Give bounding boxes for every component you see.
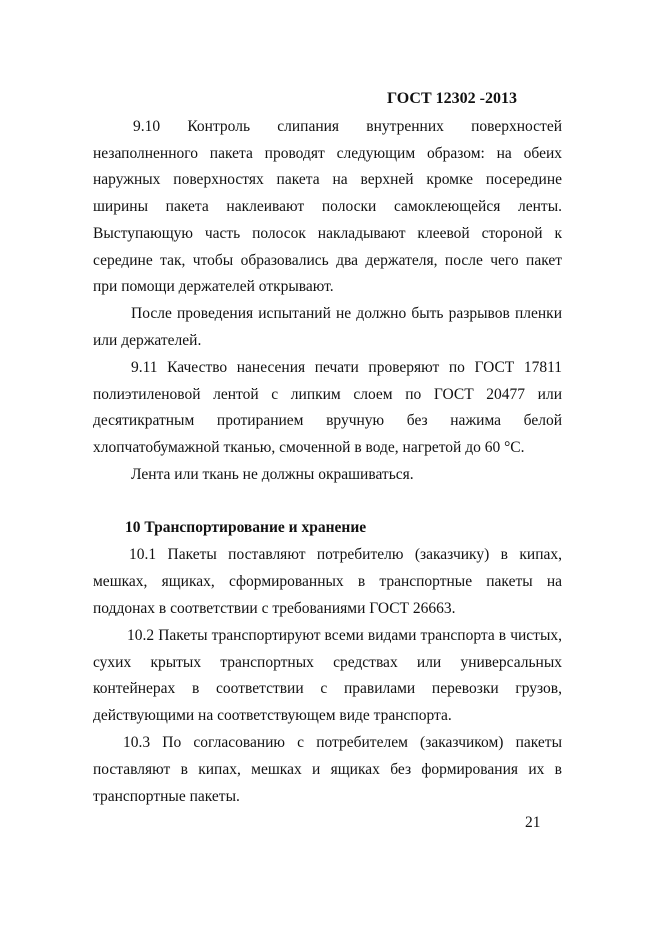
text-line: 9.10 Контроль слипания внутренних поверхностей xyxy=(133,118,562,135)
text-line: незаполненного пакета проводят следующим образом: на обеих xyxy=(93,145,562,162)
text-line: сухих крытых транспортных средствах или универсальных xyxy=(93,654,562,671)
text-line: действующими на соответствующем виде транспорта. xyxy=(93,707,452,724)
text-line: хлопчатобумажной тканью, смоченной в воде, нагретой до 60 °С. xyxy=(93,439,525,456)
text-line: 10.1 Пакеты поставляют потребителю (заказчику) в кипах, xyxy=(129,546,562,563)
text-line: середине так, чтобы образовались два держателя, после чего пакет xyxy=(93,252,562,269)
text-line: при помощи держателей открывают. xyxy=(93,278,334,295)
text-line: транспортные пакеты. xyxy=(93,788,240,805)
text-line: наружных поверхностях пакета на верхней кромке посередине xyxy=(93,171,562,188)
text-line: десятикратным протиранием вручную без нажима белой xyxy=(93,412,562,429)
text-line: Лента или ткань не должны окрашиваться. xyxy=(131,466,414,483)
text-line: После проведения испытаний не должно быть разрывов пленки xyxy=(131,305,562,322)
text-line: контейнерах в соответствии с правилами перевозки грузов, xyxy=(93,680,562,697)
text-line: 9.11 Качество нанесения печати проверяют по ГОСТ 17811 xyxy=(131,359,562,376)
text-line: 10.2 Пакеты транспортируют всеми видами транспорта в чистых, xyxy=(127,627,562,644)
document-header: ГОСТ 12302 -2013 xyxy=(387,90,517,107)
text-line: поставляют в кипах, мешках и ящиках без формирования их в xyxy=(93,761,562,778)
text-line: Выступающую часть полосок накладывают клеевой стороной к xyxy=(93,225,562,242)
section-heading: 10 Транспортирование и хранение xyxy=(125,519,367,536)
text-line: или держателей. xyxy=(93,332,202,349)
text-line: мешках, ящиках, сформированных в транспортные пакеты на xyxy=(93,573,562,590)
page-number: 21 xyxy=(525,814,541,831)
text-line: 10.3 По согласованию с потребителем (заказчиком) пакеты xyxy=(123,734,562,751)
text-line: ширины пакета наклеивают полоски самоклеющейся ленты. xyxy=(93,198,562,215)
text-line: поддонах в соответствии с требованиями ГОСТ 26663. xyxy=(93,600,456,617)
text-line: полиэтиленовой лентой с липким слоем по ГОСТ 20477 или xyxy=(93,386,562,403)
